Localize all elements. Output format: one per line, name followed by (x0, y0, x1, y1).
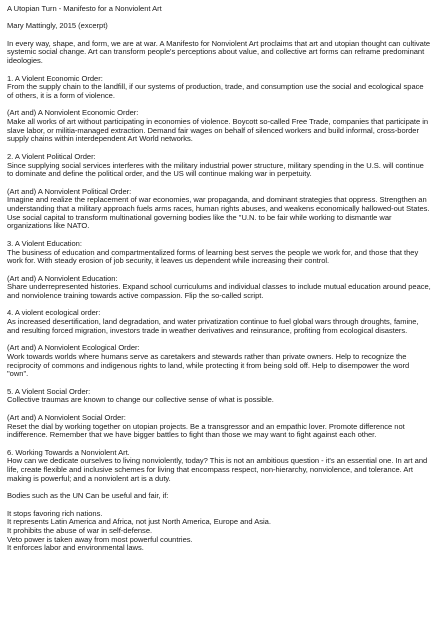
section-body: As increased desertification, land degradation, and water privatization continue to fuel global wars through droughts, famine, and resulting forced migration, investors trade in weather derivatives and reinsurance, profiting from ecological disasters. (7, 317, 419, 335)
section-nonviolent-economic-order (7, 109, 431, 144)
section-heading: (Art and) A Nonviolent Economic Order: (7, 108, 139, 118)
un-conditions-intro: Bodies such as the UN Can be useful and fair, if: (7, 491, 169, 501)
section-violent-education (7, 240, 431, 266)
section-heading: (Art and) A Nonviolent Ecological Order: (7, 343, 140, 353)
list-item: It represents Latin America and Africa, not just North America, Europe and Asia. (7, 517, 271, 527)
section-heading: 4. A violent ecological order: (7, 308, 101, 318)
section-nonviolent-education (7, 275, 431, 301)
section-heading: 5. A Violent Social Order: (7, 386, 91, 396)
section-heading: 2. A Violent Political Order: (7, 151, 96, 161)
section-body: Collective traumas are known to change our collective sense of what is possible. (7, 395, 274, 405)
section-violent-political-order (7, 153, 431, 179)
section-heading: (Art and) A Nonviolent Education: (7, 273, 118, 283)
section-heading: (Art and) A Nonviolent Political Order: (7, 186, 132, 196)
section-heading: 1. A Violent Economic Order: (7, 73, 103, 83)
section-body: Imagine and realize the replacement of war economies, war propaganda, and dominant strategies that oppress. Strengthen an understanding that a military approach fuels arms races, human rights abuses, and weakens economically hallowed-out States. Use social capital to transform multinational governing bodies like the "U.N. to be fair while working to dismantle war organizations like NATO. (7, 195, 430, 231)
section-body: How can we dedicate ourselves to living nonviolently, today? This is not an ambitious question - it's an essential one. In art and life, create flexible and inclusive schemes for living that encompass respect, non-hierarchy, nonviolence, and tolerance. Art making is powerful; and a nonviolent art is a duty. (7, 456, 428, 483)
section-heading: (Art and) A Nonviolent Social Order: (7, 412, 126, 422)
section-nonviolent-ecological-order (7, 344, 431, 379)
document-author: Mary Mattingly, 2015 (excerpt) (7, 21, 108, 31)
section-violent-social-order (7, 388, 431, 405)
section-heading: 3. A Violent Education: (7, 238, 82, 248)
document-title: A Utopian Turn - Manifesto for a Nonviolent Art (7, 4, 162, 13)
list-item: It stops favoring rich nations. (7, 508, 103, 518)
section-body: Make all works of art without participating in economies of violence. Boycott so-called Free Trade, companies that participate in slave labor, or militia-managed extraction. Demand fair wages on behalf of silenced workers and build informal, cross-border supply chains within interdependent Art World networks. (7, 117, 429, 144)
section-body: Reset the dial by working together on utopian projects. Be a transgressor and an empathic lover. Promote difference not indifference. Remember that we have bigger battles to fight than those we may want to fight against each other. (7, 421, 405, 440)
section-body: From the supply chain to the landfill, if our systems of production, trade, and consumption use the social and ecological space of others, it is a form of violence. (7, 82, 424, 100)
document-body (7, 5, 431, 553)
section-body: Work towards worlds where humans serve as caretakers and stewards rather than private owners. Help to recognize the reciprocity of commons and indigenous rights to land, while protecting it from being sold off. Help to disempower the word "own". (7, 351, 410, 379)
list-item: It enforces labor and environmental laws. (7, 543, 144, 553)
un-conditions-list (7, 510, 431, 554)
section-nonviolent-political-order (7, 188, 431, 232)
section-body: The business of education and compartmentalized forms of learning best serves the people we work for, and those that they work for. With steady erosion of job security, it leaves us dependent while increasing their control. (7, 247, 419, 266)
section-violent-economic-order (7, 75, 431, 101)
section-body: Share underrepresented histories. Expand school curriculums and individual classes to include mutual education around peace, and nonviolence training towards active compassion. Flip the so-called script. (7, 282, 431, 301)
section-violent-ecological-order (7, 309, 431, 335)
section-nonviolent-social-order (7, 414, 431, 440)
document-intro: In every way, shape, and form, we are at war. A Manifesto for Nonviolent Art proclaims that art and utopian thought can cultivate systemic social change. Art can transform people's perceptions about value, and collective art forms can reframe predominant ideologies. (7, 38, 431, 66)
section-heading: 6. Working Towards a Nonviolent Art. (7, 447, 130, 457)
section-working-towards-nonviolent-art (7, 449, 431, 484)
list-item: Veto power is taken away from most powerful countries. (7, 534, 193, 544)
section-body: Since supplying social services interferes with the military industrial power structure, military spending in the U.S. will continue to dominate and define the political order, and the US will continue making war in perpetuity. (7, 160, 424, 179)
list-item: It prohibits the abuse of war in self-defense. (7, 525, 153, 535)
